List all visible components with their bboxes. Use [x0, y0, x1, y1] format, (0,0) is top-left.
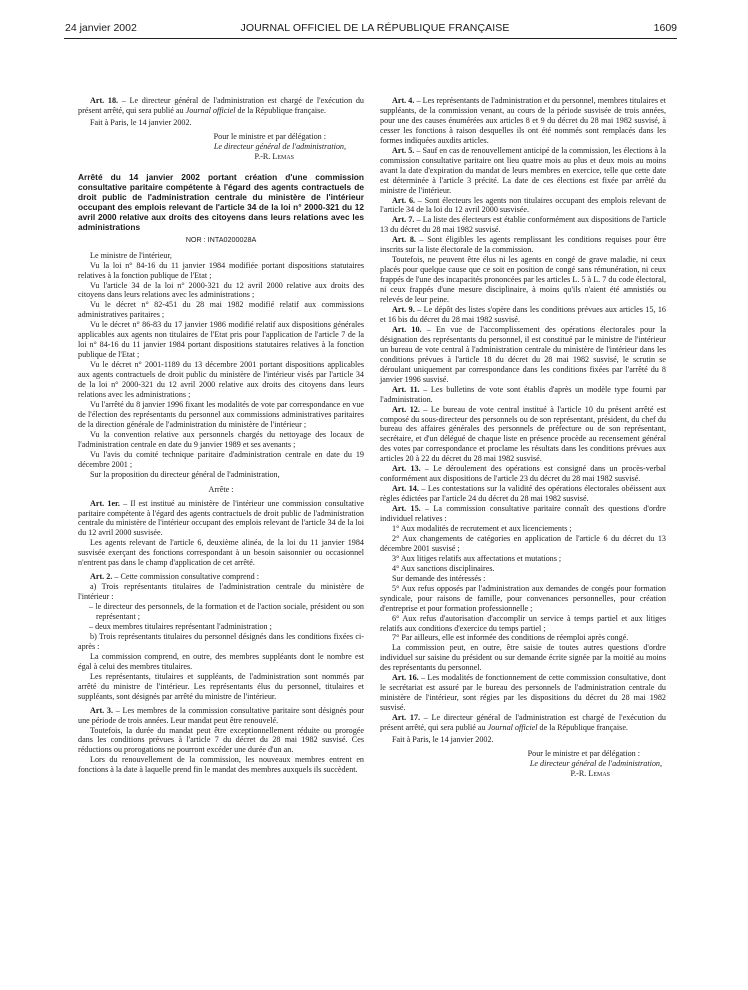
signature-title: Le directeur général de l'administration,	[213, 141, 346, 151]
article-7: Art. 7. – La liste des électeurs est établie conformément aux dispositions de l'article 13 du décret du 28 mai 1982 susvisé.	[380, 215, 666, 235]
arrete-label: Arrête :	[208, 484, 234, 494]
article-1-p2: Les agents relevant de l'article 6, deuxième alinéa, de la loi du 11 janvier 1984 susvisée exerçant des fonctions correspondant à un besoin saisonnier ou occasionnel n'entrent pas dans le champ d'application de cet arrêté.	[78, 538, 364, 568]
article-2-a1: – le directeur des personnels, de la formation et de l'action sociale, président ou son représentant ;	[89, 602, 364, 622]
signature-name: P.-R. Lemas	[254, 151, 294, 161]
article-12: Art. 12. – Le bureau de vote central institué à l'article 10 du présent arrêté est composé du sous-directeur des personnels ou de son représentant, président, du chef du bureau des affaires générales des personnels de préfecture ou de son représentant, secrétaire, et d'un délégué de chaque liste en présence procède au recensement général des votes par correspondance et proclame les résultats dans les conditions prévues aux articles 20 à 22 du décret du 28 mai 1982 susvisé.	[380, 404, 666, 464]
article-8-p2: Toutefois, ne peuvent être élus ni les agents en congé de grave maladie, ni ceux placés pour quelque cause que ce soit en position de congé sans rémunération, ni ceux frappés de l'une des incapacités prononcées par les articles L. 5 à L. 7 du code électoral, ni ceux frappés d'une mesure disciplinaire, à moins qu'ils n'aient été amnistiés ou relevés de leur peine.	[380, 255, 666, 305]
article-2-a: a) Trois représentants titulaires de l'administration centrale du ministère de l'intérieur :	[78, 582, 364, 602]
left-column	[78, 96, 364, 775]
signature-delegation-2: Pour le ministre et par délégation :	[527, 748, 640, 758]
article-15-item-4: 4° Aux sanctions disciplinaires.	[392, 563, 495, 573]
article-2-p2: Les représentants, titulaires et suppléants, de l'administration sont nommés par arrêté du ministre de l'intérieur. Les représentants élus du personnel, titulaires et suppléants, sont désignés par arrêté du ministre de l'intérieur.	[78, 671, 364, 701]
article-4: Art. 4. – Les représentants de l'administration et du personnel, membres titulaires et suppléants, de la commission venant, au cours de la période susvisée de trois années, pour une des causes énumérées aux articles 8 et 9 du décret du 28 mai 1982 susvisé, à cesser les fonctions à raison desquelles ils ont été nommés sont remplacés dans les formes indiquées auxdits articles.	[380, 96, 666, 145]
article-10: Art. 10. – En vue de l'accomplissement des opérations électorales pour la désignation des représentants du personnel, il est constitué par le ministre de l'intérieur un bureau de vote central à l'administration centrale du ministère de l'intérieur dans les conditions prévues à l'article 18 du décret du 28 mai 1982 susvisé, le scrutin se déroulant uniquement par correspondance dans les conditions fixées par l'arrêté du 8 janvier 1996 susvisé.	[380, 324, 666, 384]
article-5: Art. 5. – Sauf en cas de renouvellement anticipé de la commission, les élections à la commission consultative paritaire ont lieu quatre mois au plus et deux mois au moins avant la date d'expiration du mandat de leurs membres en exercice, telle que cette date est déterminée à l'article 3 précité. La date de ces élections est fixée par arrêté du ministre de l'intérieur.	[380, 145, 666, 195]
article-11: Art. 11. – Les bulletins de vote sont établis d'après un modèle type fourni par l'administration.	[380, 384, 666, 404]
article-6: Art. 6. – Sont électeurs les agents non titulaires occupant des emplois relevant de l'article 34 de la loi du 12 avril 2000 susvisée.	[380, 195, 666, 215]
preamble-8: Vu l'avis du comité technique paritaire d'administration centrale en date du 19 décembre 2001 ;	[78, 449, 364, 469]
nor-reference: NOR : INTA0200028A	[185, 234, 257, 244]
right-column	[380, 96, 666, 779]
article-15-item-6: 6° Aux refus d'autorisation d'accomplir un service à temps partiel et aux litiges relatifs aux conditions d'exercice du temps partiel ;	[380, 613, 666, 633]
arrete-title: Arrêté du 14 janvier 2002 portant création d'une commission consultative paritaire compétente à l'égard des agents contractuels de droit public de l'administration centrale du ministère de l'intérieur occupant des emplois relevant de l'article 34 de la loi n° 2000-321 du 12 avril 2000 relative aux droits des citoyens dans leurs relations avec les administrations	[78, 171, 364, 232]
header-page-number: 1609	[653, 22, 677, 34]
article-3-p2: Toutefois, la durée du mandat peut être exceptionnellement réduite ou prorogée dans les conditions prévues à l'article 7 du décret du 28 mai 1982 susvisé. Ces réductions ou prorogations ne pourront excéder une durée d'un an.	[78, 725, 364, 755]
preamble-2: Vu l'article 34 de la loi n° 2000-321 du 12 avril 2000 relative aux droits des citoyens dans leurs relations avec les administrations ;	[78, 280, 364, 300]
signature-delegation: Pour le ministre et par délégation :	[213, 131, 326, 141]
fait-a-paris-2: Fait à Paris, le 14 janvier 2002.	[392, 735, 494, 744]
article-18: Art. 18. – Le directeur général de l'administration est chargé de l'exécution du présent arrêté, qui sera publié au Journal officiel de la République française.	[78, 96, 364, 115]
article-17: Art. 17. – Le directeur général de l'administration est chargé de l'exécution du présent arrêté, qui sera publié au Journal officiel de la République française.	[380, 713, 666, 733]
preamble-0: Le ministre de l'intérieur,	[90, 250, 172, 260]
article-15-item-3: 3° Aux litiges relatifs aux affectations et mutations ;	[392, 553, 562, 563]
preamble-1: Vu la loi n° 84-16 du 11 janvier 1984 modifiée portant dispositions statutaires relatives à la fonction publique de l'Etat ;	[78, 260, 364, 280]
preamble-9: Sur la proposition du directeur général de l'administration,	[90, 469, 280, 479]
article-15-end: La commission peut, en outre, être saisie de toutes autres questions d'ordre individuel sur saisine du président ou sur demande écrite signée par la moitié au moins des représentants du personnel.	[380, 643, 666, 673]
signature-name-2: P.-R. Lemas	[570, 768, 610, 778]
article-1: Art. 1er. – Il est institué au ministère de l'intérieur une commission consultative paritaire compétente à l'égard des agents contractuels de droit public de l'administration centrale du ministère de l'intérieur occupant des emplois relevant de l'article 34 de la loi du 12 avril 2000 susvisée.	[78, 498, 364, 538]
article-2-b: b) Trois représentants titulaires du personnel désignés dans les conditions fixées ci-après :	[78, 631, 364, 651]
article-15-item-7: 7° Par ailleurs, elle est informée des conditions de réemploi après congé.	[392, 633, 629, 643]
article-14: Art. 14. – Les contestations sur la validité des opérations électorales obéissent aux règles édictées par l'article 24 du décret du 28 mai 1982 susvisé.	[380, 484, 666, 504]
article-8: Art. 8. – Sont éligibles les agents remplissant les conditions requises pour être inscrits sur la liste électorale de la commission.	[380, 235, 666, 255]
article-9: Art. 9. – Le dépôt des listes s'opère dans les conditions prévues aux articles 15, 16 et 16 bis du décret du 28 mai 1982 susvisé.	[380, 305, 666, 324]
article-16: Art. 16. – Les modalités de fonctionnement de cette commission consultative, dont le secrétariat est assuré par le bureau des personnels de l'administration centrale du ministère de l'intérieur, sont régies par les dispositions du décret du 28 mai 1982 susvisé.	[380, 673, 666, 713]
article-15: Art. 15. – La commission consultative paritaire connaît des questions d'ordre individuel relatives :	[380, 504, 666, 524]
header-date: 24 janvier 2002	[65, 22, 137, 34]
article-15-item-1: 1° Aux modalités de recrutement et aux licenciements ;	[392, 523, 572, 533]
article-13: Art. 13. – Le déroulement des opérations est consigné dans un procès-verbal conformément aux dispositions de l'article 23 du décret du 28 mai 1982 susvisé.	[380, 464, 666, 484]
article-2-p1: La commission comprend, en outre, des membres suppléants dont le nombre est égal à celui des membres titulaires.	[78, 651, 364, 671]
header-journal-title: JOURNAL OFFICIEL DE LA RÉPUBLIQUE FRANÇAISE	[240, 22, 510, 34]
preamble-4: Vu le décret n° 86-83 du 17 janvier 1986 modifié relatif aux dispositions générales applicables aux agents non titulaires de l'Etat pris pour l'application de l'article 7 de la loi n° 84-16 du 11 janvier 1984 portant dispositions statutaires relatives à la fonction publique de l'Etat ;	[78, 320, 364, 360]
fait-a-paris: Fait à Paris, le 14 janvier 2002.	[90, 117, 192, 127]
article-15-item-2: 2° Aux changements de catégories en application de l'article 6 du décret du 13 décembre 2001 susvisé ;	[380, 533, 666, 553]
signature-title-2: Le directeur général de l'administration,	[529, 758, 662, 768]
preamble-6: Vu l'arrêté du 8 janvier 1996 fixant les modalités de vote par correspondance en vue de l'élection des représentants du personnel aux commissions administratives paritaires de la direction générale de l'administration du ministère de l'intérieur ;	[78, 399, 364, 429]
header-rule	[64, 38, 677, 39]
article-15-sur-demande: Sur demande des intéressés :	[392, 573, 486, 583]
article-3: Art. 3. – Les membres de la commission consultative paritaire sont désignés pour une période de trois années. Leur mandat peut être renouvelé.	[78, 705, 365, 725]
article-15-item-5: 5° Aux refus opposés par l'administration aux demandes de congés pour formation syndicale, pour raisons de famille, pour convenances personnelles, pour création d'entreprise et pour formation professionnelle ;	[380, 583, 666, 613]
article-2: Art. 2. – Cette commission consultative comprend :	[90, 572, 260, 582]
preamble-3: Vu le décret n° 82-451 du 28 mai 1982 modifié relatif aux commissions administratives paritaires ;	[78, 300, 364, 320]
preamble-7: Vu la convention relative aux personnels chargés du nettoyage des locaux de l'administration centrale en date du 9 janvier 1989 et ses avenants ;	[78, 429, 364, 449]
page-header	[65, 0, 677, 40]
preamble-5: Vu le décret n° 2001-1189 du 13 décembre 2001 portant dispositions applicables aux agents contractuels de droit public du ministère de l'intérieur visés par l'article 34 de la loi n° 2000-321 du 12 avril 2000 relative aux droits des citoyens dans leurs relations avec les administrations ;	[78, 360, 364, 400]
article-3-p3: Lors du renouvellement de la commission, les nouveaux membres entrent en fonctions à la date à laquelle prend fin le mandat des membres auxquels ils succèdent.	[78, 755, 364, 775]
article-2-a2: – deux membres titulaires représentant l'administration ;	[89, 621, 272, 631]
